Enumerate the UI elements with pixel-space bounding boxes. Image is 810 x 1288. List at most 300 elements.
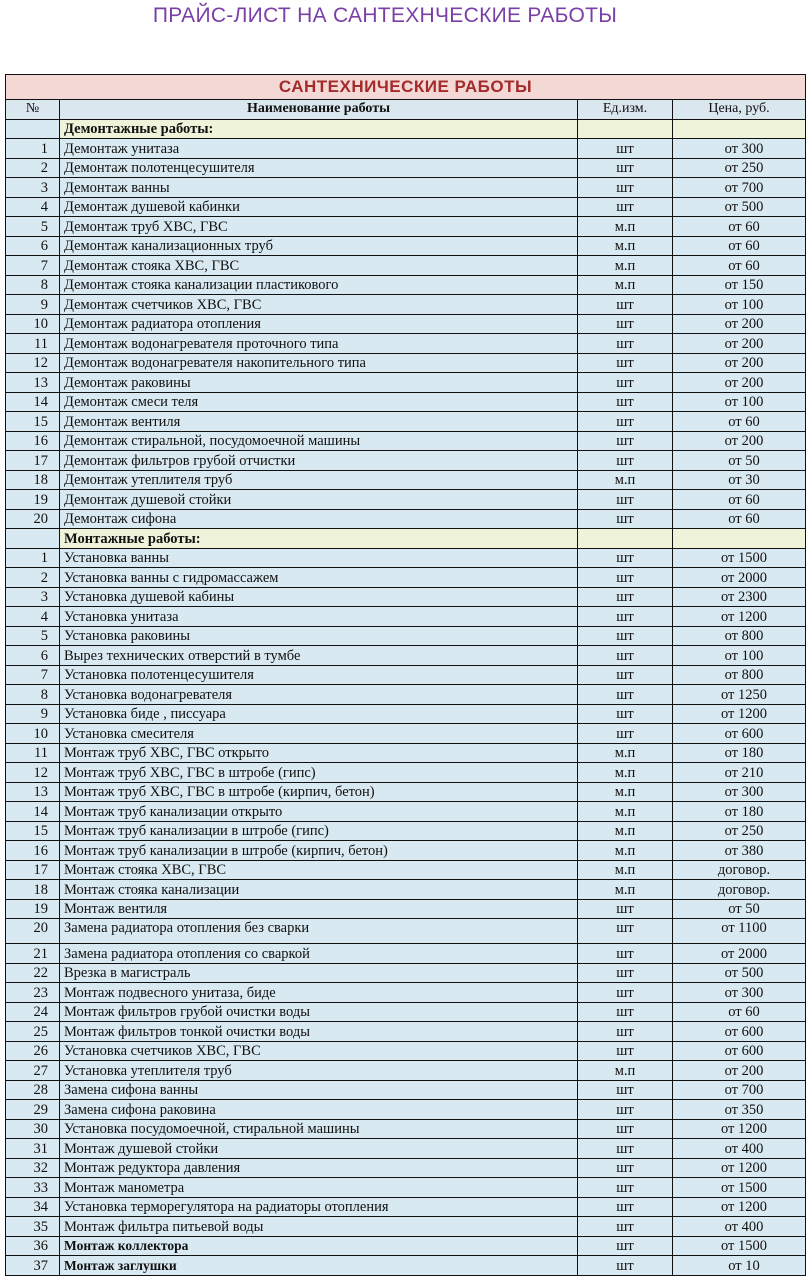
row-price: от 60 — [673, 256, 806, 276]
row-unit: шт — [578, 295, 673, 315]
price-table — [5, 74, 806, 1276]
table-row — [6, 353, 806, 373]
table-row — [6, 626, 806, 646]
row-unit: шт — [578, 724, 673, 744]
row-price: от 210 — [673, 763, 806, 783]
row-number: 32 — [6, 1158, 60, 1178]
row-number: 31 — [6, 1139, 60, 1159]
table-row — [6, 451, 806, 471]
row-price: от 1100 — [673, 919, 806, 944]
row-number: 20 — [6, 509, 60, 529]
row-price: от 200 — [673, 1061, 806, 1081]
row-price: от 50 — [673, 451, 806, 471]
row-work-name: Монтаж труб канализации в штробе (кирпич, бетон) — [60, 841, 578, 861]
row-price: от 700 — [673, 1080, 806, 1100]
row-work-name: Демонтаж раковины — [60, 373, 578, 393]
row-number: 29 — [6, 1100, 60, 1120]
row-number: 5 — [6, 626, 60, 646]
row-number: 27 — [6, 1061, 60, 1081]
row-work-name: Монтаж манометра — [60, 1178, 578, 1198]
row-number: 11 — [6, 334, 60, 354]
table-row — [6, 704, 806, 724]
row-number: 12 — [6, 763, 60, 783]
row-unit: шт — [578, 919, 673, 944]
row-work-name: Установка биде , писсуара — [60, 704, 578, 724]
row-price: от 600 — [673, 724, 806, 744]
row-number: 13 — [6, 373, 60, 393]
row-unit: шт — [578, 1178, 673, 1198]
row-unit: шт — [578, 1100, 673, 1120]
section-price-cell — [673, 119, 806, 139]
row-price: от 300 — [673, 983, 806, 1003]
row-price: от 100 — [673, 646, 806, 666]
row-price: от 60 — [673, 236, 806, 256]
table-row — [6, 1080, 806, 1100]
row-unit: шт — [578, 1256, 673, 1276]
section-number-cell — [6, 119, 60, 139]
row-price: договор. — [673, 880, 806, 900]
row-price: от 400 — [673, 1139, 806, 1159]
row-unit: шт — [578, 1139, 673, 1159]
table-row — [6, 139, 806, 159]
row-unit: м.п — [578, 275, 673, 295]
row-price: от 100 — [673, 295, 806, 315]
row-work-name: Установка полотенцесушителя — [60, 665, 578, 685]
table-row — [6, 412, 806, 432]
row-work-name: Демонтаж душевой стойки — [60, 490, 578, 510]
row-price: от 1500 — [673, 1178, 806, 1198]
row-work-name: Монтаж труб ХВС, ГВС открыто — [60, 743, 578, 763]
table-row — [6, 568, 806, 588]
row-price: от 250 — [673, 821, 806, 841]
row-work-name: Врезка в магистраль — [60, 963, 578, 983]
row-unit: шт — [578, 646, 673, 666]
row-unit: м.п — [578, 821, 673, 841]
row-price: от 700 — [673, 178, 806, 198]
row-unit: шт — [578, 1197, 673, 1217]
table-row — [6, 587, 806, 607]
row-work-name: Установка раковины — [60, 626, 578, 646]
row-work-name: Монтаж подвесного унитаза, биде — [60, 983, 578, 1003]
row-work-name: Монтаж коллектора — [60, 1236, 578, 1256]
row-unit: м.п — [578, 841, 673, 861]
table-row — [6, 802, 806, 822]
row-unit: шт — [578, 983, 673, 1003]
row-unit: шт — [578, 1236, 673, 1256]
table-row — [6, 607, 806, 627]
table-row — [6, 158, 806, 178]
table-row — [6, 178, 806, 198]
table-row — [6, 1061, 806, 1081]
table-row — [6, 392, 806, 412]
table-row — [6, 963, 806, 983]
row-number: 36 — [6, 1236, 60, 1256]
row-number: 14 — [6, 802, 60, 822]
row-price: от 10 — [673, 1256, 806, 1276]
table-row — [6, 685, 806, 705]
header-unit: Ед.изм. — [578, 100, 673, 120]
row-price: от 1200 — [673, 607, 806, 627]
row-number: 35 — [6, 1217, 60, 1237]
header-number: № — [6, 100, 60, 120]
row-unit: шт — [578, 1119, 673, 1139]
table-row — [6, 256, 806, 276]
row-unit: шт — [578, 568, 673, 588]
row-work-name: Монтаж душевой стойки — [60, 1139, 578, 1159]
row-work-name: Демонтаж водонагревателя проточного типа — [60, 334, 578, 354]
row-unit: шт — [578, 1158, 673, 1178]
row-number: 22 — [6, 963, 60, 983]
row-number: 23 — [6, 983, 60, 1003]
row-number: 6 — [6, 236, 60, 256]
row-price: от 30 — [673, 470, 806, 490]
header-name: Наименование работы — [60, 100, 578, 120]
row-price: от 1500 — [673, 548, 806, 568]
row-unit: м.п — [578, 763, 673, 783]
row-number: 18 — [6, 470, 60, 490]
row-unit: шт — [578, 334, 673, 354]
section-unit-cell — [578, 529, 673, 549]
row-work-name: Демонтаж смеси теля — [60, 392, 578, 412]
table-row — [6, 860, 806, 880]
row-work-name: Демонтаж счетчиков ХВС, ГВС — [60, 295, 578, 315]
row-number: 16 — [6, 431, 60, 451]
row-price: от 60 — [673, 490, 806, 510]
row-number: 28 — [6, 1080, 60, 1100]
row-price: от 1500 — [673, 1236, 806, 1256]
row-work-name: Монтаж фильтра питьевой воды — [60, 1217, 578, 1237]
row-number: 1 — [6, 139, 60, 159]
row-work-name: Установка унитаза — [60, 607, 578, 627]
row-price: от 2000 — [673, 568, 806, 588]
row-number: 1 — [6, 548, 60, 568]
row-number: 26 — [6, 1041, 60, 1061]
row-number: 9 — [6, 295, 60, 315]
table-row — [6, 646, 806, 666]
row-price: от 250 — [673, 158, 806, 178]
row-work-name: Монтаж труб канализации открыто — [60, 802, 578, 822]
table-row — [6, 197, 806, 217]
row-number: 37 — [6, 1256, 60, 1276]
row-price: от 60 — [673, 412, 806, 432]
row-work-name: Демонтаж фильтров грубой отчистки — [60, 451, 578, 471]
row-number: 3 — [6, 178, 60, 198]
row-price: от 100 — [673, 392, 806, 412]
row-work-name: Демонтаж стояка ХВС, ГВС — [60, 256, 578, 276]
table-row — [6, 665, 806, 685]
section-label: Демонтажные работы: — [60, 119, 578, 139]
row-price: от 1200 — [673, 704, 806, 724]
row-unit: шт — [578, 587, 673, 607]
row-unit: шт — [578, 451, 673, 471]
row-price: от 200 — [673, 431, 806, 451]
row-number: 24 — [6, 1002, 60, 1022]
row-unit: шт — [578, 548, 673, 568]
section-row — [6, 529, 806, 549]
row-number: 12 — [6, 353, 60, 373]
row-work-name: Демонтаж унитаза — [60, 139, 578, 159]
row-price: от 150 — [673, 275, 806, 295]
table-row — [6, 1041, 806, 1061]
row-unit: шт — [578, 899, 673, 919]
row-work-name: Монтаж труб ХВС, ГВС в штробе (кирпич, бетон) — [60, 782, 578, 802]
row-number: 16 — [6, 841, 60, 861]
table-row — [6, 743, 806, 763]
row-unit: шт — [578, 158, 673, 178]
row-unit: м.п — [578, 470, 673, 490]
table-row — [6, 899, 806, 919]
row-unit: шт — [578, 431, 673, 451]
row-number: 19 — [6, 899, 60, 919]
row-price: от 200 — [673, 334, 806, 354]
row-unit: шт — [578, 178, 673, 198]
table-row — [6, 490, 806, 510]
row-number: 13 — [6, 782, 60, 802]
row-work-name: Установка смесителя — [60, 724, 578, 744]
table-row — [6, 236, 806, 256]
table-row — [6, 944, 806, 964]
section-unit-cell — [578, 119, 673, 139]
row-unit: м.п — [578, 236, 673, 256]
row-price: от 200 — [673, 353, 806, 373]
table-row — [6, 1022, 806, 1042]
row-unit: м.п — [578, 860, 673, 880]
table-row — [6, 334, 806, 354]
row-work-name: Монтаж стояка ХВС, ГВС — [60, 860, 578, 880]
row-number: 6 — [6, 646, 60, 666]
row-work-name: Монтаж редуктора давления — [60, 1158, 578, 1178]
row-work-name: Монтаж фильтров грубой очистки воды — [60, 1002, 578, 1022]
row-unit: шт — [578, 626, 673, 646]
table-banner-row — [6, 75, 806, 100]
row-work-name: Демонтаж ванны — [60, 178, 578, 198]
row-work-name: Демонтаж радиатора отопления — [60, 314, 578, 334]
row-price: от 2300 — [673, 587, 806, 607]
row-price: от 500 — [673, 197, 806, 217]
row-number: 20 — [6, 919, 60, 944]
row-unit: шт — [578, 704, 673, 724]
row-work-name: Монтаж вентиля — [60, 899, 578, 919]
table-row — [6, 763, 806, 783]
table-row — [6, 548, 806, 568]
table-row — [6, 470, 806, 490]
row-number: 14 — [6, 392, 60, 412]
row-unit: шт — [578, 353, 673, 373]
row-work-name: Демонтаж вентиля — [60, 412, 578, 432]
row-unit: шт — [578, 490, 673, 510]
row-unit: шт — [578, 197, 673, 217]
table-row — [6, 1236, 806, 1256]
table-header-row — [6, 100, 806, 120]
row-number: 30 — [6, 1119, 60, 1139]
table-row — [6, 1100, 806, 1120]
row-work-name: Установка водонагревателя — [60, 685, 578, 705]
row-number: 15 — [6, 821, 60, 841]
row-price: от 400 — [673, 1217, 806, 1237]
table-row — [6, 1139, 806, 1159]
row-unit: шт — [578, 1002, 673, 1022]
table-row — [6, 1119, 806, 1139]
row-number: 8 — [6, 275, 60, 295]
row-price: от 180 — [673, 743, 806, 763]
row-price: договор. — [673, 860, 806, 880]
row-unit: шт — [578, 373, 673, 393]
row-work-name: Замена радиатора отопления без сварки — [60, 919, 578, 944]
table-row — [6, 373, 806, 393]
row-price: от 1200 — [673, 1197, 806, 1217]
row-number: 21 — [6, 944, 60, 964]
row-work-name: Установка душевой кабины — [60, 587, 578, 607]
row-price: от 180 — [673, 802, 806, 822]
row-number: 11 — [6, 743, 60, 763]
row-unit: шт — [578, 314, 673, 334]
row-work-name: Демонтаж водонагревателя накопительного типа — [60, 353, 578, 373]
row-unit: шт — [578, 139, 673, 159]
row-unit: шт — [578, 963, 673, 983]
row-price: от 300 — [673, 139, 806, 159]
row-work-name: Замена сифона ванны — [60, 1080, 578, 1100]
row-price: от 350 — [673, 1100, 806, 1120]
row-unit: шт — [578, 392, 673, 412]
row-price: от 60 — [673, 509, 806, 529]
row-number: 25 — [6, 1022, 60, 1042]
row-unit: шт — [578, 665, 673, 685]
table-row — [6, 782, 806, 802]
row-unit: шт — [578, 1022, 673, 1042]
row-unit: м.п — [578, 802, 673, 822]
row-price: от 50 — [673, 899, 806, 919]
row-price: от 600 — [673, 1041, 806, 1061]
row-unit: шт — [578, 509, 673, 529]
row-price: от 800 — [673, 626, 806, 646]
table-row — [6, 724, 806, 744]
row-number: 19 — [6, 490, 60, 510]
table-row — [6, 295, 806, 315]
row-work-name: Демонтаж канализационных труб — [60, 236, 578, 256]
row-work-name: Демонтаж душевой кабинки — [60, 197, 578, 217]
row-price: от 1200 — [673, 1158, 806, 1178]
row-price: от 500 — [673, 963, 806, 983]
table-row — [6, 314, 806, 334]
row-price: от 600 — [673, 1022, 806, 1042]
row-number: 33 — [6, 1178, 60, 1198]
row-number: 3 — [6, 587, 60, 607]
row-price: от 800 — [673, 665, 806, 685]
table-row — [6, 217, 806, 237]
row-price: от 300 — [673, 782, 806, 802]
table-row — [6, 431, 806, 451]
row-number: 34 — [6, 1197, 60, 1217]
row-work-name: Монтаж труб ХВС, ГВС в штробе (гипс) — [60, 763, 578, 783]
header-price: Цена, руб. — [673, 100, 806, 120]
section-row — [6, 119, 806, 139]
row-work-name: Демонтаж стиральной, посудомоечной машины — [60, 431, 578, 451]
row-number: 17 — [6, 451, 60, 471]
row-unit: шт — [578, 412, 673, 432]
table-row — [6, 821, 806, 841]
row-number: 10 — [6, 724, 60, 744]
table-banner: САНТЕХНИЧЕСКИЕ РАБОТЫ — [6, 75, 806, 100]
row-unit: шт — [578, 944, 673, 964]
row-work-name: Вырез технических отверстий в тумбе — [60, 646, 578, 666]
table-row — [6, 509, 806, 529]
row-unit: м.п — [578, 782, 673, 802]
row-number: 10 — [6, 314, 60, 334]
row-price: от 2000 — [673, 944, 806, 964]
row-work-name: Установка ванны — [60, 548, 578, 568]
row-work-name: Установка счетчиков ХВС, ГВС — [60, 1041, 578, 1061]
table-row — [6, 1256, 806, 1276]
row-work-name: Установка ванны с гидромассажем — [60, 568, 578, 588]
table-row — [6, 1158, 806, 1178]
row-number: 2 — [6, 568, 60, 588]
row-work-name: Установка посудомоечной, стиральной машины — [60, 1119, 578, 1139]
page-title: ПРАЙС-ЛИСТ НА САНТЕХНЧЕСКИЕ РАБОТЫ — [152, 4, 618, 27]
row-unit: шт — [578, 685, 673, 705]
table-row — [6, 1002, 806, 1022]
section-price-cell — [673, 529, 806, 549]
row-number: 4 — [6, 197, 60, 217]
row-work-name: Установка терморегулятора на радиаторы отопления — [60, 1197, 578, 1217]
row-work-name: Установка утеплителя труб — [60, 1061, 578, 1081]
row-price: от 200 — [673, 314, 806, 334]
row-work-name: Демонтаж полотенцесушителя — [60, 158, 578, 178]
table-row — [6, 1217, 806, 1237]
row-number: 15 — [6, 412, 60, 432]
row-work-name: Демонтаж стояка канализации пластикового — [60, 275, 578, 295]
table-row — [6, 1197, 806, 1217]
row-number: 2 — [6, 158, 60, 178]
row-price: от 380 — [673, 841, 806, 861]
table-row — [6, 919, 806, 944]
row-unit: шт — [578, 1080, 673, 1100]
row-work-name: Монтаж стояка канализации — [60, 880, 578, 900]
table-row — [6, 983, 806, 1003]
row-number: 7 — [6, 665, 60, 685]
row-unit: м.п — [578, 880, 673, 900]
row-unit: шт — [578, 1041, 673, 1061]
row-price: от 60 — [673, 1002, 806, 1022]
row-unit: шт — [578, 607, 673, 627]
section-label: Монтажные работы: — [60, 529, 578, 549]
row-number: 9 — [6, 704, 60, 724]
table-row — [6, 275, 806, 295]
row-work-name: Демонтаж сифона — [60, 509, 578, 529]
row-work-name: Демонтаж утеплителя труб — [60, 470, 578, 490]
row-price: от 1200 — [673, 1119, 806, 1139]
row-work-name: Замена сифона раковина — [60, 1100, 578, 1120]
table-row — [6, 880, 806, 900]
row-number: 17 — [6, 860, 60, 880]
section-number-cell — [6, 529, 60, 549]
row-number: 8 — [6, 685, 60, 705]
row-work-name: Замена радиатора отопления со сваркой — [60, 944, 578, 964]
row-number: 7 — [6, 256, 60, 276]
row-work-name: Монтаж труб канализации в штробе (гипс) — [60, 821, 578, 841]
table-row — [6, 1178, 806, 1198]
row-unit: м.п — [578, 743, 673, 763]
row-unit: м.п — [578, 217, 673, 237]
row-work-name: Демонтаж труб ХВС, ГВС — [60, 217, 578, 237]
table-row — [6, 841, 806, 861]
row-work-name: Монтаж фильтров тонкой очистки воды — [60, 1022, 578, 1042]
row-unit: м.п — [578, 256, 673, 276]
row-number: 4 — [6, 607, 60, 627]
row-price: от 1250 — [673, 685, 806, 705]
row-unit: шт — [578, 1217, 673, 1237]
row-price: от 60 — [673, 217, 806, 237]
row-unit: м.п — [578, 1061, 673, 1081]
